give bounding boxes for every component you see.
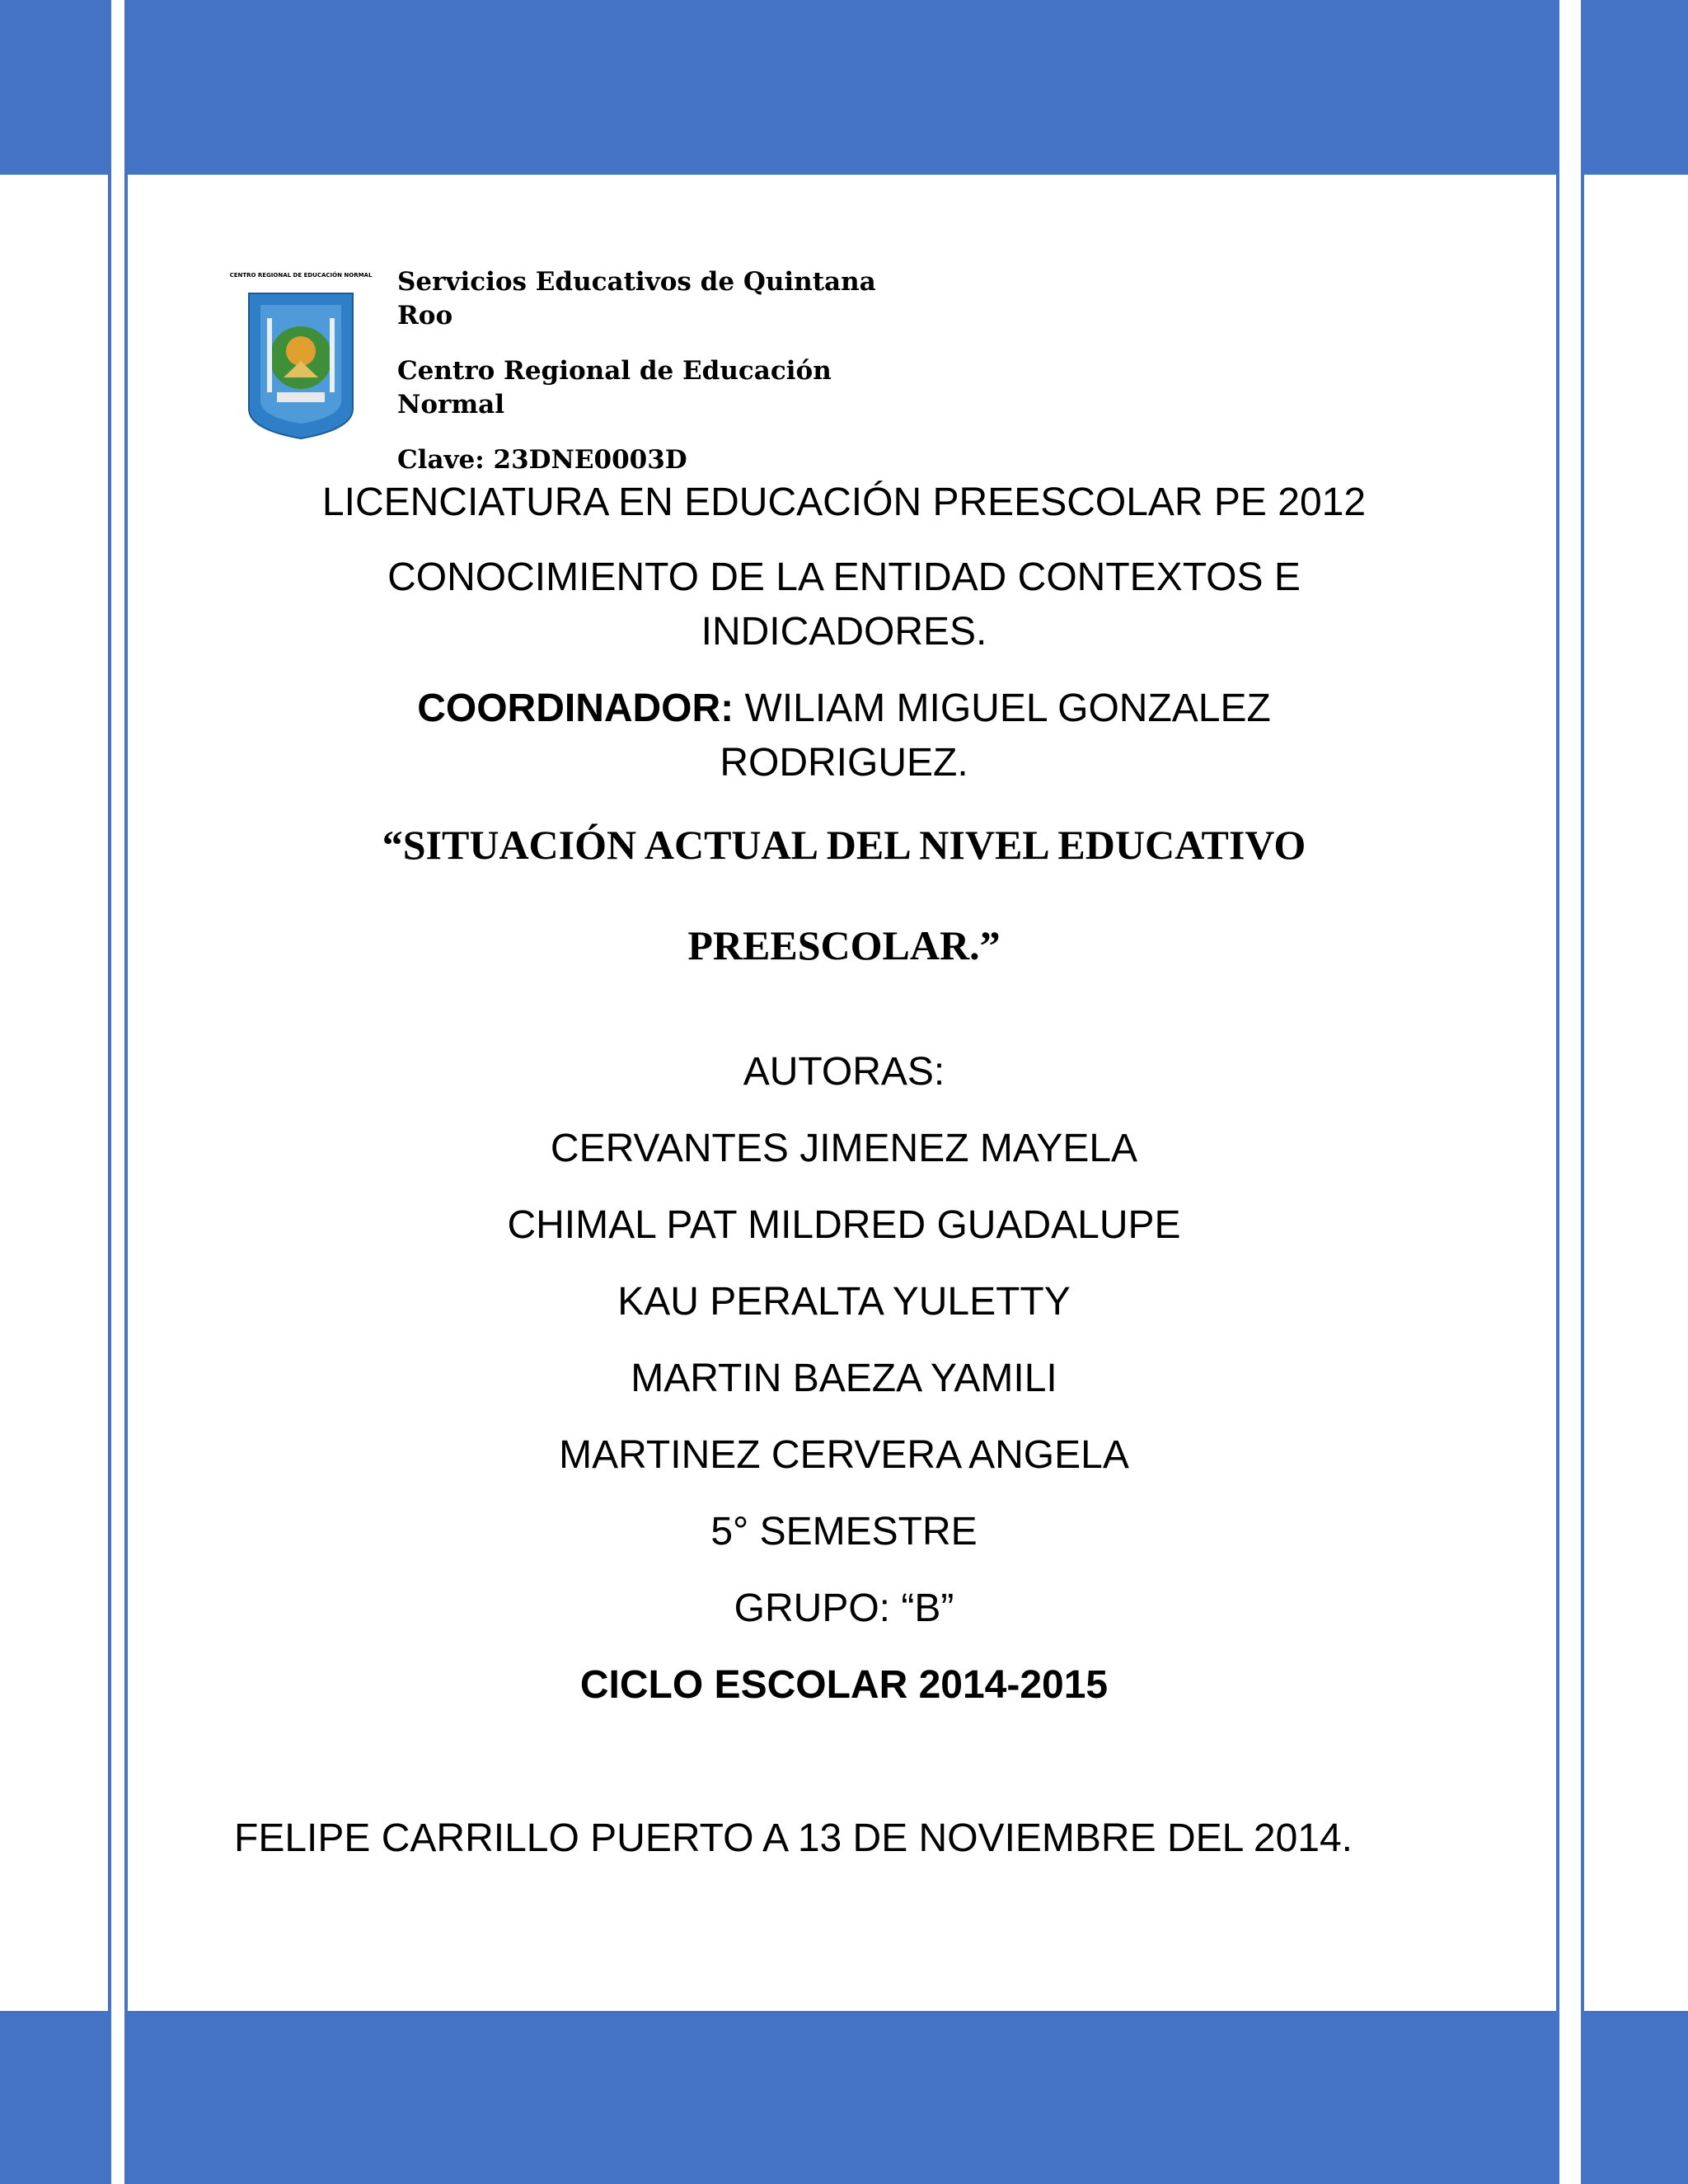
author-2: CHIMAL PAT MILDRED GUADALUPE <box>507 1203 1181 1247</box>
author-4: MARTIN BAEZA YAMILI <box>631 1357 1057 1400</box>
top-left-band <box>0 0 108 175</box>
author-5: MARTINEZ CERVERA ANGELA <box>559 1433 1129 1477</box>
left-inner-border-line <box>124 0 128 2184</box>
authors-label: AUTORAS: <box>743 1050 945 1094</box>
bottom-right-band <box>1584 2011 1688 2184</box>
institution-header <box>397 265 892 475</box>
seal-text: CENTRO REGIONAL DE EDUCACIÓN NORMAL <box>229 272 373 279</box>
institution-line-2: Centro Regional de Educación Normal <box>397 356 832 419</box>
institution-line-1: Servicios Educativos de Quintana Roo <box>397 267 876 330</box>
main-title-line-1: “SITUACIÓN ACTUAL DEL NIVEL EDUCATIVO <box>382 822 1306 868</box>
right-border-line <box>1556 0 1559 2184</box>
place-date: FELIPE CARRILLO PUERTO A 13 DE NOVIEMBRE DEL 2014. <box>234 1816 1353 1860</box>
course-title: CONOCIMIENTO DE LA ENTIDAD CONTEXTOS E INDICADORES. <box>387 555 1301 654</box>
school-cycle: CICLO ESCOLAR 2014-2015 <box>579 1663 1109 1707</box>
coordinator-name: WILIAM MIGUEL GONZALEZ RODRIGUEZ. <box>720 687 1271 785</box>
top-center-band <box>128 0 1559 175</box>
institution-seal-icon <box>229 269 373 443</box>
semester: 5° SEMESTRE <box>710 1510 978 1554</box>
author-1: CERVANTES JIMENEZ MAYELA <box>550 1127 1138 1170</box>
coordinator-label: COORDINADOR: <box>417 687 734 730</box>
coordinator-line <box>330 682 1358 790</box>
bottom-left-band <box>0 2011 108 2184</box>
main-title-line-2: PREESCOLAR.” <box>687 922 1001 968</box>
bottom-center-band <box>128 2011 1559 2184</box>
institution-line-3: Clave: 23DNE0003D <box>397 445 687 475</box>
group: GRUPO: “B” <box>734 1586 954 1630</box>
top-right-band <box>1584 0 1688 175</box>
right-inner-border-line <box>1581 0 1584 2184</box>
program-title: LICENCIATURA EN EDUCACIÓN PREESCOLAR PE 2012 <box>321 480 1367 524</box>
left-border-line <box>108 0 111 2184</box>
author-3: KAU PERALTA YULETTY <box>617 1280 1071 1324</box>
